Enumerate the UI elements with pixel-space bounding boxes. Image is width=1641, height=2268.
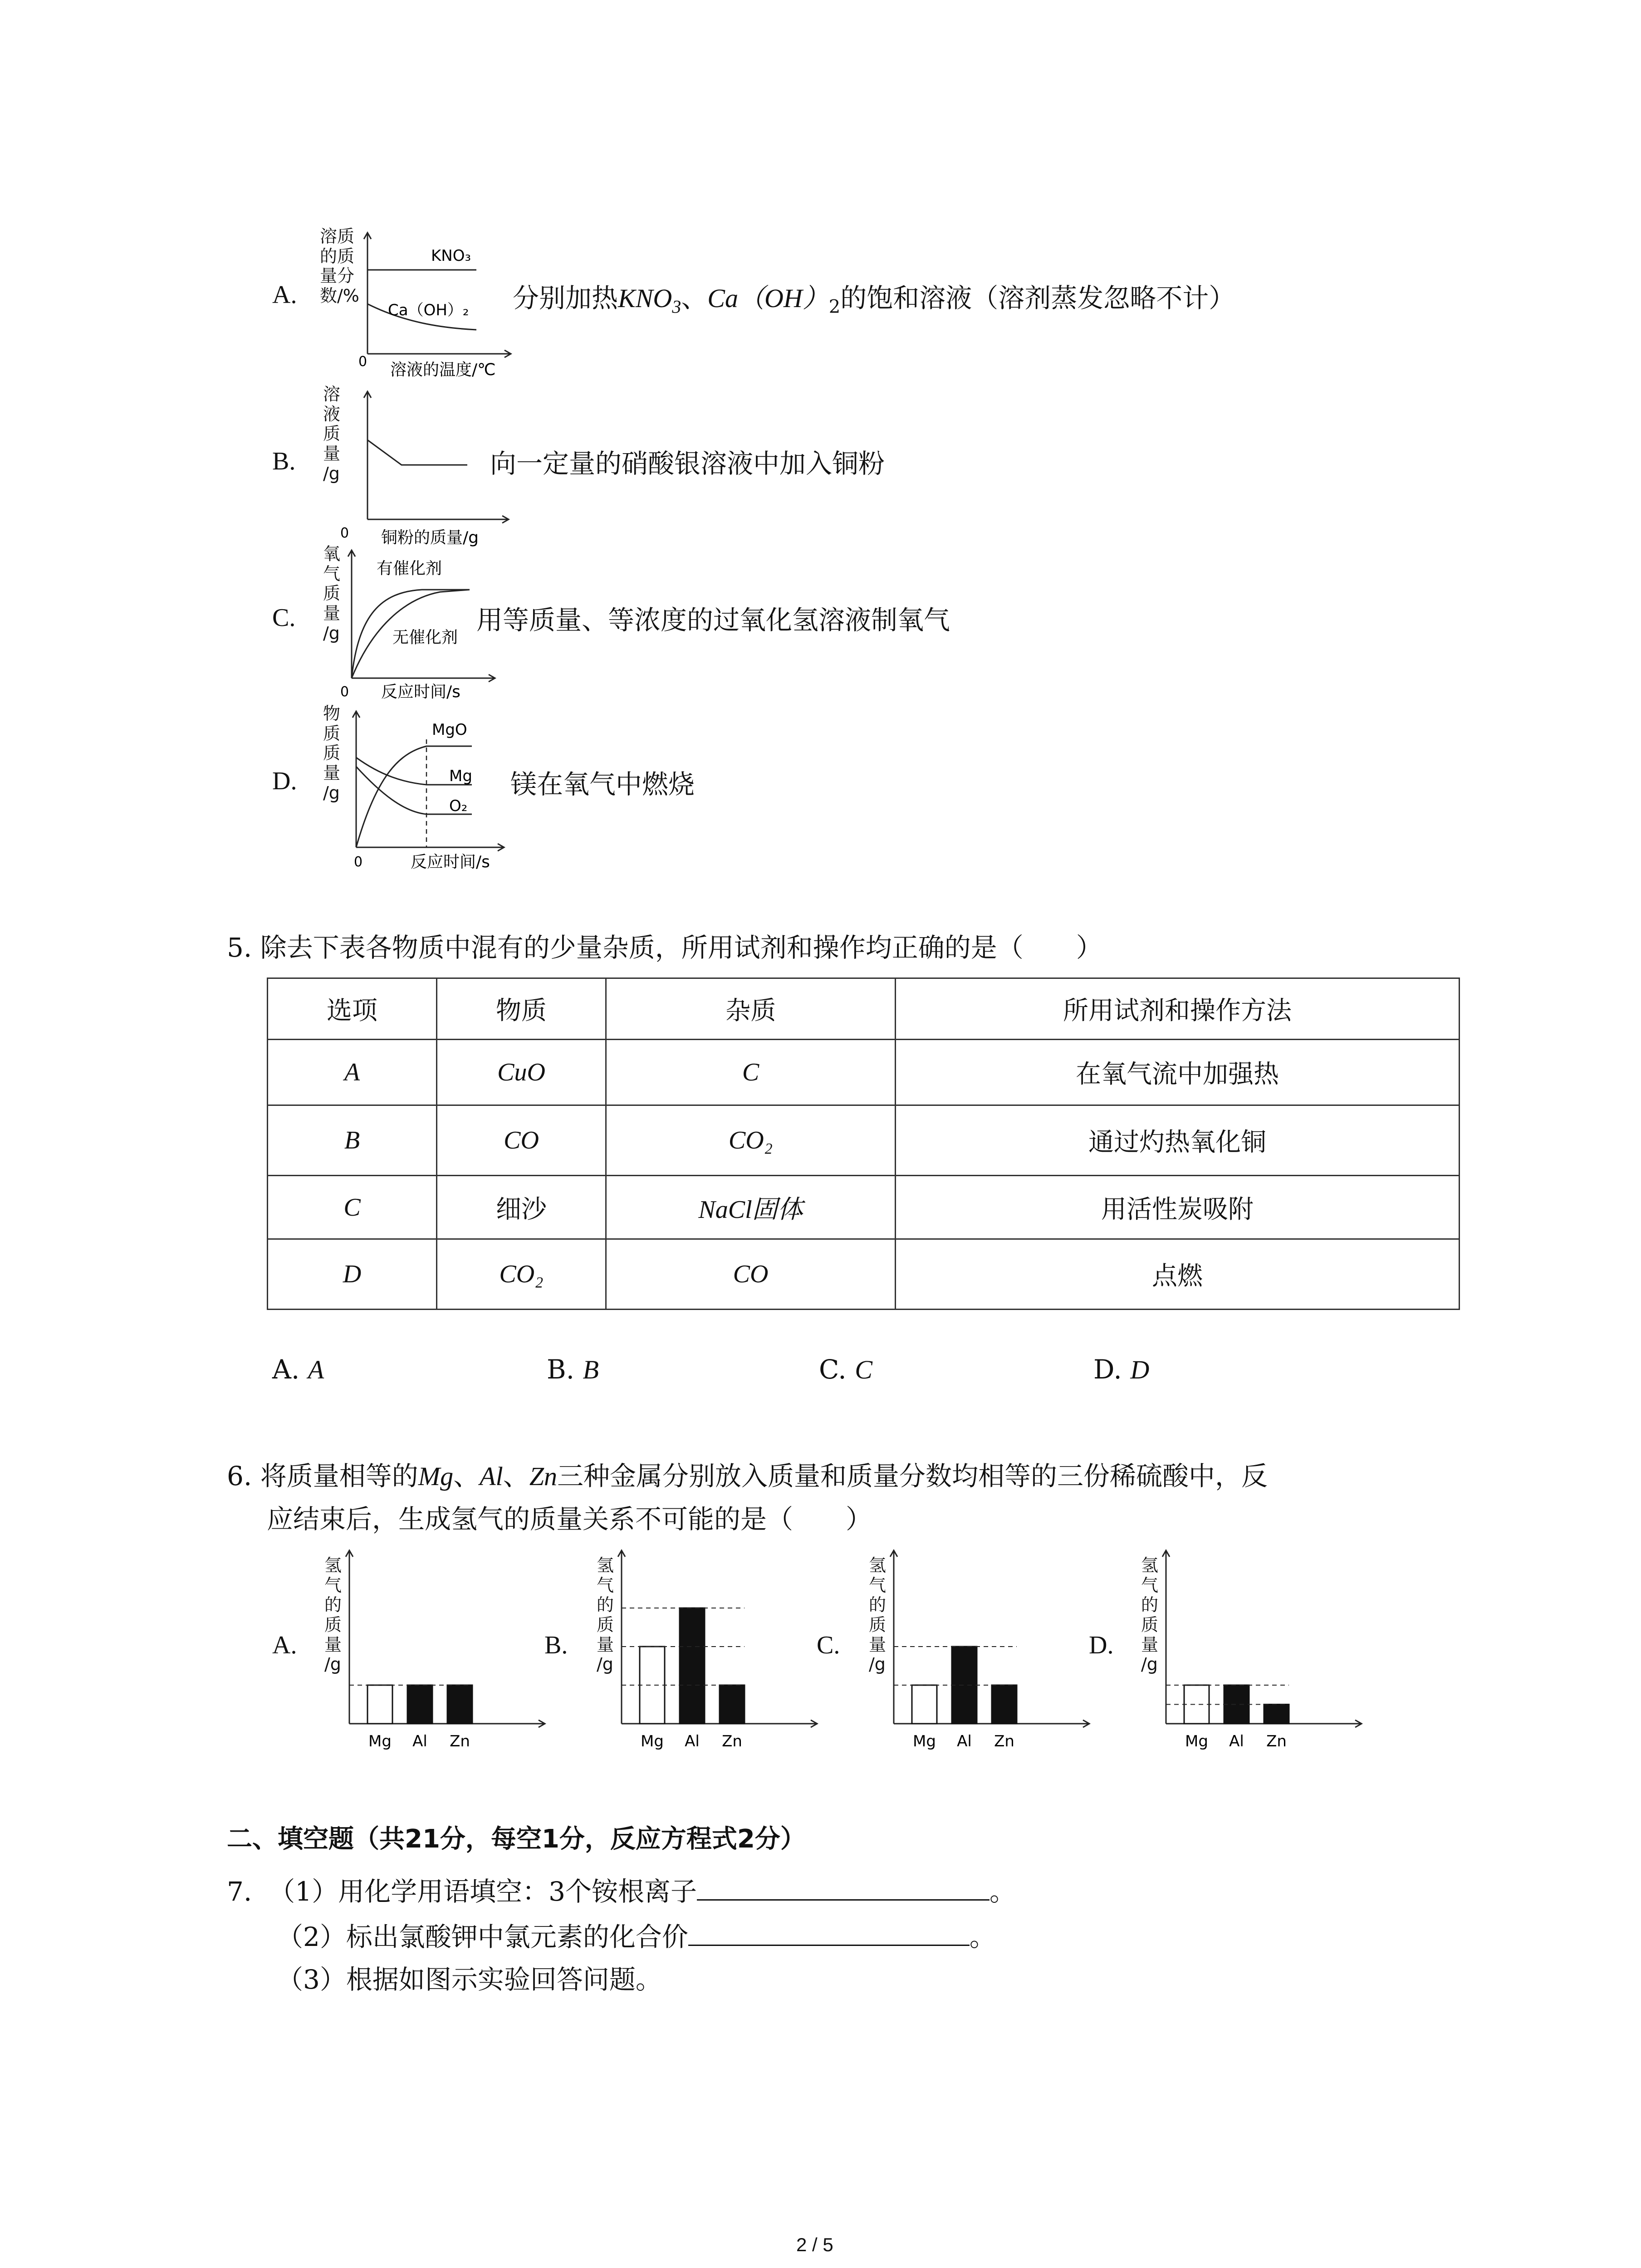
- q6-chart-d-bar-al: [1224, 1685, 1249, 1724]
- label-no-catalyst: 无催化剂: [392, 628, 458, 647]
- origin-label: 0: [358, 354, 367, 370]
- q6-chart-a-xlabel-zn: Zn: [450, 1732, 470, 1750]
- q6-chart-a-bar-zn: [447, 1685, 472, 1724]
- graph-c-ylabel: 氧 气 质 量 /g: [323, 544, 341, 643]
- q6-option-c-letter[interactable]: C.: [817, 1631, 840, 1659]
- table-cell: C: [606, 1040, 896, 1105]
- q6-option-b-letter[interactable]: B.: [544, 1631, 568, 1659]
- option-d-letter: D.: [272, 767, 297, 795]
- q6-chart-d-bar-zn: [1264, 1705, 1289, 1724]
- q5-choice-c[interactable]: C. C: [819, 1354, 872, 1385]
- table-row: [268, 1105, 1460, 1176]
- curve-b: [367, 440, 467, 465]
- origin-label: 0: [340, 684, 349, 700]
- table-row: [268, 1239, 1460, 1310]
- question-6-line2: 应结束后，生成氢气的质量关系不可能的是（ ）: [267, 1504, 872, 1535]
- q6-chart-b-xlabel-zn: Zn: [722, 1732, 742, 1750]
- page-number: 2 / 5: [796, 2234, 833, 2255]
- table-row: [268, 1176, 1460, 1239]
- option-c-letter: C.: [272, 604, 296, 632]
- table-cell: CO: [606, 1239, 896, 1310]
- label-kno3: KNO₃: [431, 247, 471, 265]
- question-7-part3: （3）根据如图示实验回答问题。: [277, 1964, 662, 1995]
- table-header: 杂质: [606, 978, 896, 1040]
- q6-chart-a-bar-mg: [367, 1685, 392, 1724]
- table-cell: CO: [437, 1105, 606, 1176]
- q5-choice-b[interactable]: B. B: [547, 1354, 599, 1385]
- option-a-letter: A.: [272, 281, 297, 309]
- q6-chart-a-bar-al: [407, 1685, 432, 1724]
- table-header: 选项: [268, 978, 437, 1040]
- section-2-title: 二、填空题（共21分，每空1分，反应方程式2分）: [227, 1824, 806, 1854]
- q6-chart-d-bar-mg: [1184, 1685, 1209, 1724]
- table-cell: CO₂: [437, 1239, 606, 1310]
- q6-chart-c-xlabel-al: Al: [957, 1732, 972, 1750]
- q6-chart-a: [304, 1542, 549, 1769]
- table-header-row: [268, 978, 1460, 1040]
- option-b-letter: B.: [272, 447, 296, 475]
- q6-chart-d-xlabel-mg: Mg: [1185, 1732, 1208, 1750]
- question-5-stem: 5. 除去下表各物质中混有的少量杂质，所用试剂和操作均正确的是（ ）: [227, 932, 1102, 963]
- label-o2: O₂: [449, 797, 468, 815]
- table-cell: 点燃: [896, 1239, 1460, 1310]
- q6-chart-b-bar-al: [680, 1608, 705, 1724]
- label-mg: Mg: [449, 767, 472, 785]
- q6-chart-b-ylabel: 氢 气 的 质 量 /g: [597, 1555, 614, 1675]
- q6-chart-c-bar-al: [952, 1647, 977, 1724]
- q6-chart-b-xlabel-al: Al: [685, 1732, 700, 1750]
- graph-a-ylabel: 溶质 的质 量分 数/%: [320, 226, 359, 306]
- table-cell: 在氧气流中加强热: [896, 1040, 1460, 1105]
- x-axis-label: 反应时间/s: [381, 683, 460, 701]
- graph-d-ylabel: 物 质 质 量 /g: [323, 704, 341, 803]
- table-cell: A: [268, 1040, 437, 1105]
- option-c-desc: 用等质量、等浓度的过氧化氢溶液制氧气: [476, 605, 950, 635]
- table-cell: 通过灼热氧化铜: [896, 1105, 1460, 1176]
- q6-chart-c-xlabel-zn: Zn: [994, 1732, 1014, 1750]
- q6-chart-a-ylabel: 氢 气 的 质 量 /g: [324, 1555, 342, 1675]
- q6-chart-b: [576, 1542, 821, 1769]
- origin-label: 0: [354, 854, 363, 870]
- x-axis-label: 反应时间/s: [411, 853, 490, 871]
- answer-blank-2[interactable]: [688, 1921, 970, 1946]
- q6-chart-b-bar-mg: [640, 1647, 665, 1724]
- table-cell: CO₂: [606, 1105, 896, 1176]
- graph-b-ylabel: 溶 液 质 量 /g: [323, 384, 341, 484]
- option-a-desc: 分别加热$KNO_3$、$Ca(OH)_2$的饱和溶液（溶剂蒸发忽略不计）: [513, 283, 1235, 318]
- label-caoh2: Ca（OH）₂: [388, 301, 469, 319]
- question-7-part1: 7. （1）用化学用语填空：3个铵根离子 。: [227, 1876, 1016, 1907]
- table-cell: B: [268, 1105, 437, 1176]
- q6-chart-a-xlabel-al: Al: [412, 1732, 427, 1750]
- q6-chart-b-xlabel-mg: Mg: [641, 1732, 664, 1750]
- q6-chart-c-bar-mg: [912, 1685, 937, 1724]
- q6-chart-c: [848, 1542, 1093, 1769]
- x-axis-label: 溶液的温度/℃: [390, 361, 496, 379]
- table-cell: NaCl固体: [606, 1176, 896, 1239]
- table-row: [268, 1040, 1460, 1105]
- x-axis-label: 铜粉的质量/g: [381, 528, 479, 547]
- q6-chart-c-ylabel: 氢 气 的 质 量 /g: [869, 1555, 887, 1675]
- q6-chart-d: [1121, 1542, 1366, 1769]
- q5-choice-a[interactable]: A. A: [272, 1354, 324, 1385]
- q6-chart-d-xlabel-zn: Zn: [1266, 1732, 1287, 1750]
- q6-chart-c-bar-zn: [992, 1685, 1017, 1724]
- table-cell: C: [268, 1176, 437, 1239]
- question-7-part2: （2）标出氯酸钾中氯元素的化合价 。: [277, 1921, 996, 1952]
- q6-option-a-letter[interactable]: A.: [272, 1631, 297, 1659]
- option-b-desc: 向一定量的硝酸银溶液中加入铜粉: [490, 448, 885, 479]
- label-catalyst: 有催化剂: [377, 559, 442, 578]
- table-cell: D: [268, 1239, 437, 1310]
- origin-label: 0: [340, 525, 349, 541]
- answer-blank-1[interactable]: [697, 1876, 989, 1901]
- q6-chart-b-bar-zn: [720, 1685, 745, 1724]
- question-6-line1: 6. 将质量相等的Mg、Al、Zn三种金属分别放入质量和质量分数均相等的三份稀硫酸中，反: [227, 1461, 1268, 1491]
- q6-chart-d-xlabel-al: Al: [1229, 1732, 1244, 1750]
- q6-option-d-letter[interactable]: D.: [1089, 1631, 1114, 1659]
- option-d-desc: 镁在氧气中燃烧: [510, 769, 695, 800]
- label-mgo: MgO: [432, 721, 467, 739]
- table-header: 物质: [437, 978, 606, 1040]
- q6-chart-c-xlabel-mg: Mg: [913, 1732, 936, 1750]
- table-cell: 细沙: [437, 1176, 606, 1239]
- table-header: 所用试剂和操作方法: [896, 978, 1460, 1040]
- q5-choice-d[interactable]: D. D: [1093, 1354, 1150, 1385]
- table-cell: 用活性炭吸附: [896, 1176, 1460, 1239]
- question-5-table: [267, 978, 1460, 1310]
- q6-chart-d-ylabel: 氢 气 的 质 量 /g: [1141, 1555, 1159, 1675]
- table-cell: CuO: [437, 1040, 606, 1105]
- q6-chart-a-xlabel-mg: Mg: [368, 1732, 392, 1750]
